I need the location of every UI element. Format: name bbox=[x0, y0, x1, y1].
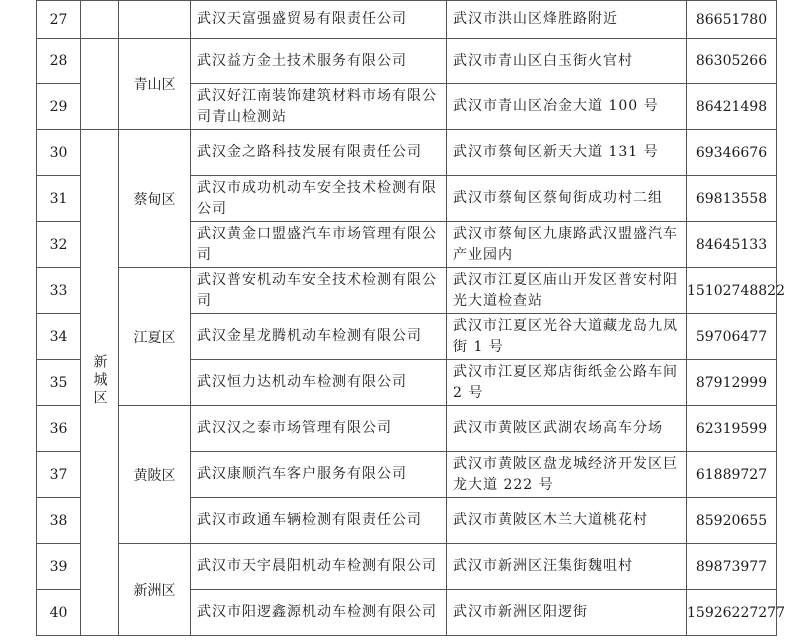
company-name: 武汉益方金土技术服务有限公司 bbox=[191, 39, 447, 84]
phone: 69346676 bbox=[687, 130, 777, 176]
phone: 86421498 bbox=[687, 84, 777, 130]
phone: 84645133 bbox=[687, 222, 777, 268]
row-number: 37 bbox=[37, 452, 81, 498]
row-number: 38 bbox=[37, 498, 81, 544]
district-jiangxia: 江夏区 bbox=[119, 268, 191, 406]
company-name: 武汉恒力达机动车检测有限公司 bbox=[191, 360, 447, 406]
address: 武汉市新洲区汪集街魏咀村 bbox=[447, 544, 687, 590]
region-cell bbox=[81, 39, 119, 130]
company-name: 武汉康顺汽车客户服务有限公司 bbox=[191, 452, 447, 498]
row-number: 33 bbox=[37, 268, 81, 314]
district-xinzhou: 新洲区 bbox=[119, 544, 191, 636]
company-name: 武汉普安机动车安全技术检测有限公司 bbox=[191, 268, 447, 314]
district-cell bbox=[119, 1, 191, 39]
address: 武汉市青山区白玉街火官村 bbox=[447, 39, 687, 84]
company-name: 武汉金星龙腾机动车检测有限公司 bbox=[191, 314, 447, 360]
row-number: 28 bbox=[37, 39, 81, 84]
district-huangpi: 黄陂区 bbox=[119, 406, 191, 544]
phone: 15102748822 bbox=[687, 268, 777, 314]
address: 武汉市青山区冶金大道 100 号 bbox=[447, 84, 687, 130]
row-number: 36 bbox=[37, 406, 81, 452]
row-number: 30 bbox=[37, 130, 81, 176]
phone: 86305266 bbox=[687, 39, 777, 84]
company-name: 武汉汉之泰市场管理有限公司 bbox=[191, 406, 447, 452]
address: 武汉市黄陂区武湖农场高车分场 bbox=[447, 406, 687, 452]
address: 武汉市新洲区阳逻街 bbox=[447, 590, 687, 636]
company-name: 武汉市阳逻鑫源机动车检测有限公司 bbox=[191, 590, 447, 636]
address: 武汉市黄陂区木兰大道桃花村 bbox=[447, 498, 687, 544]
phone: 59706477 bbox=[687, 314, 777, 360]
address: 武汉市洪山区烽胜路附近 bbox=[447, 1, 687, 39]
row-number: 27 bbox=[37, 1, 81, 39]
address: 武汉市江夏区庙山开发区普安村阳光大道检查站 bbox=[447, 268, 687, 314]
table-row bbox=[37, 39, 777, 84]
row-number: 39 bbox=[37, 544, 81, 590]
phone: 85920655 bbox=[687, 498, 777, 544]
region-new-city bbox=[81, 130, 119, 636]
table-row bbox=[37, 544, 777, 590]
table-row bbox=[37, 130, 777, 176]
row-number: 29 bbox=[37, 84, 81, 130]
phone: 89873977 bbox=[687, 544, 777, 590]
company-name: 武汉市天宇晨阳机动车检测有限公司 bbox=[191, 544, 447, 590]
company-name: 武汉金之路科技发展有限责任公司 bbox=[191, 130, 447, 176]
phone: 86651780 bbox=[687, 1, 777, 39]
address: 武汉市黄陂区盘龙城经济开发区巨龙大道 222 号 bbox=[447, 452, 687, 498]
address: 武汉市蔡甸区九康路武汉盟盛汽车产业园内 bbox=[447, 222, 687, 268]
company-name: 武汉黄金口盟盛汽车市场管理有限公司 bbox=[191, 222, 447, 268]
address: 武汉市江夏区郑店街纸金公路车间 2 号 bbox=[447, 360, 687, 406]
district-caidian: 蔡甸区 bbox=[119, 130, 191, 268]
district-qingshan: 青山区 bbox=[119, 39, 191, 130]
company-name: 武汉市政通车辆检测有限责任公司 bbox=[191, 498, 447, 544]
phone: 62319599 bbox=[687, 406, 777, 452]
table-row bbox=[37, 1, 777, 39]
address: 武汉市蔡甸区新天大道 131 号 bbox=[447, 130, 687, 176]
phone: 15926227277 bbox=[687, 590, 777, 636]
row-number: 40 bbox=[37, 590, 81, 636]
table-row bbox=[37, 268, 777, 314]
region-cell bbox=[81, 1, 119, 39]
row-number: 32 bbox=[37, 222, 81, 268]
inspection-stations-table bbox=[36, 0, 785, 636]
address: 武汉市蔡甸区蔡甸街成功村二组 bbox=[447, 176, 687, 222]
row-number: 31 bbox=[37, 176, 81, 222]
phone: 61889727 bbox=[687, 452, 777, 498]
row-number: 34 bbox=[37, 314, 81, 360]
row-number: 35 bbox=[37, 360, 81, 406]
company-name: 武汉好江南装饰建筑材料市场有限公司青山检测站 bbox=[191, 84, 447, 130]
address: 武汉市江夏区光谷大道藏龙岛九凤街 1 号 bbox=[447, 314, 687, 360]
phone: 69813558 bbox=[687, 176, 777, 222]
company-name: 武汉市成功机动车安全技术检测有限公司 bbox=[191, 176, 447, 222]
region-new-city-label: 新城区 bbox=[91, 353, 108, 408]
company-name: 武汉天富强盛贸易有限责任公司 bbox=[191, 1, 447, 39]
table-row bbox=[37, 406, 777, 452]
phone: 87912999 bbox=[687, 360, 777, 406]
